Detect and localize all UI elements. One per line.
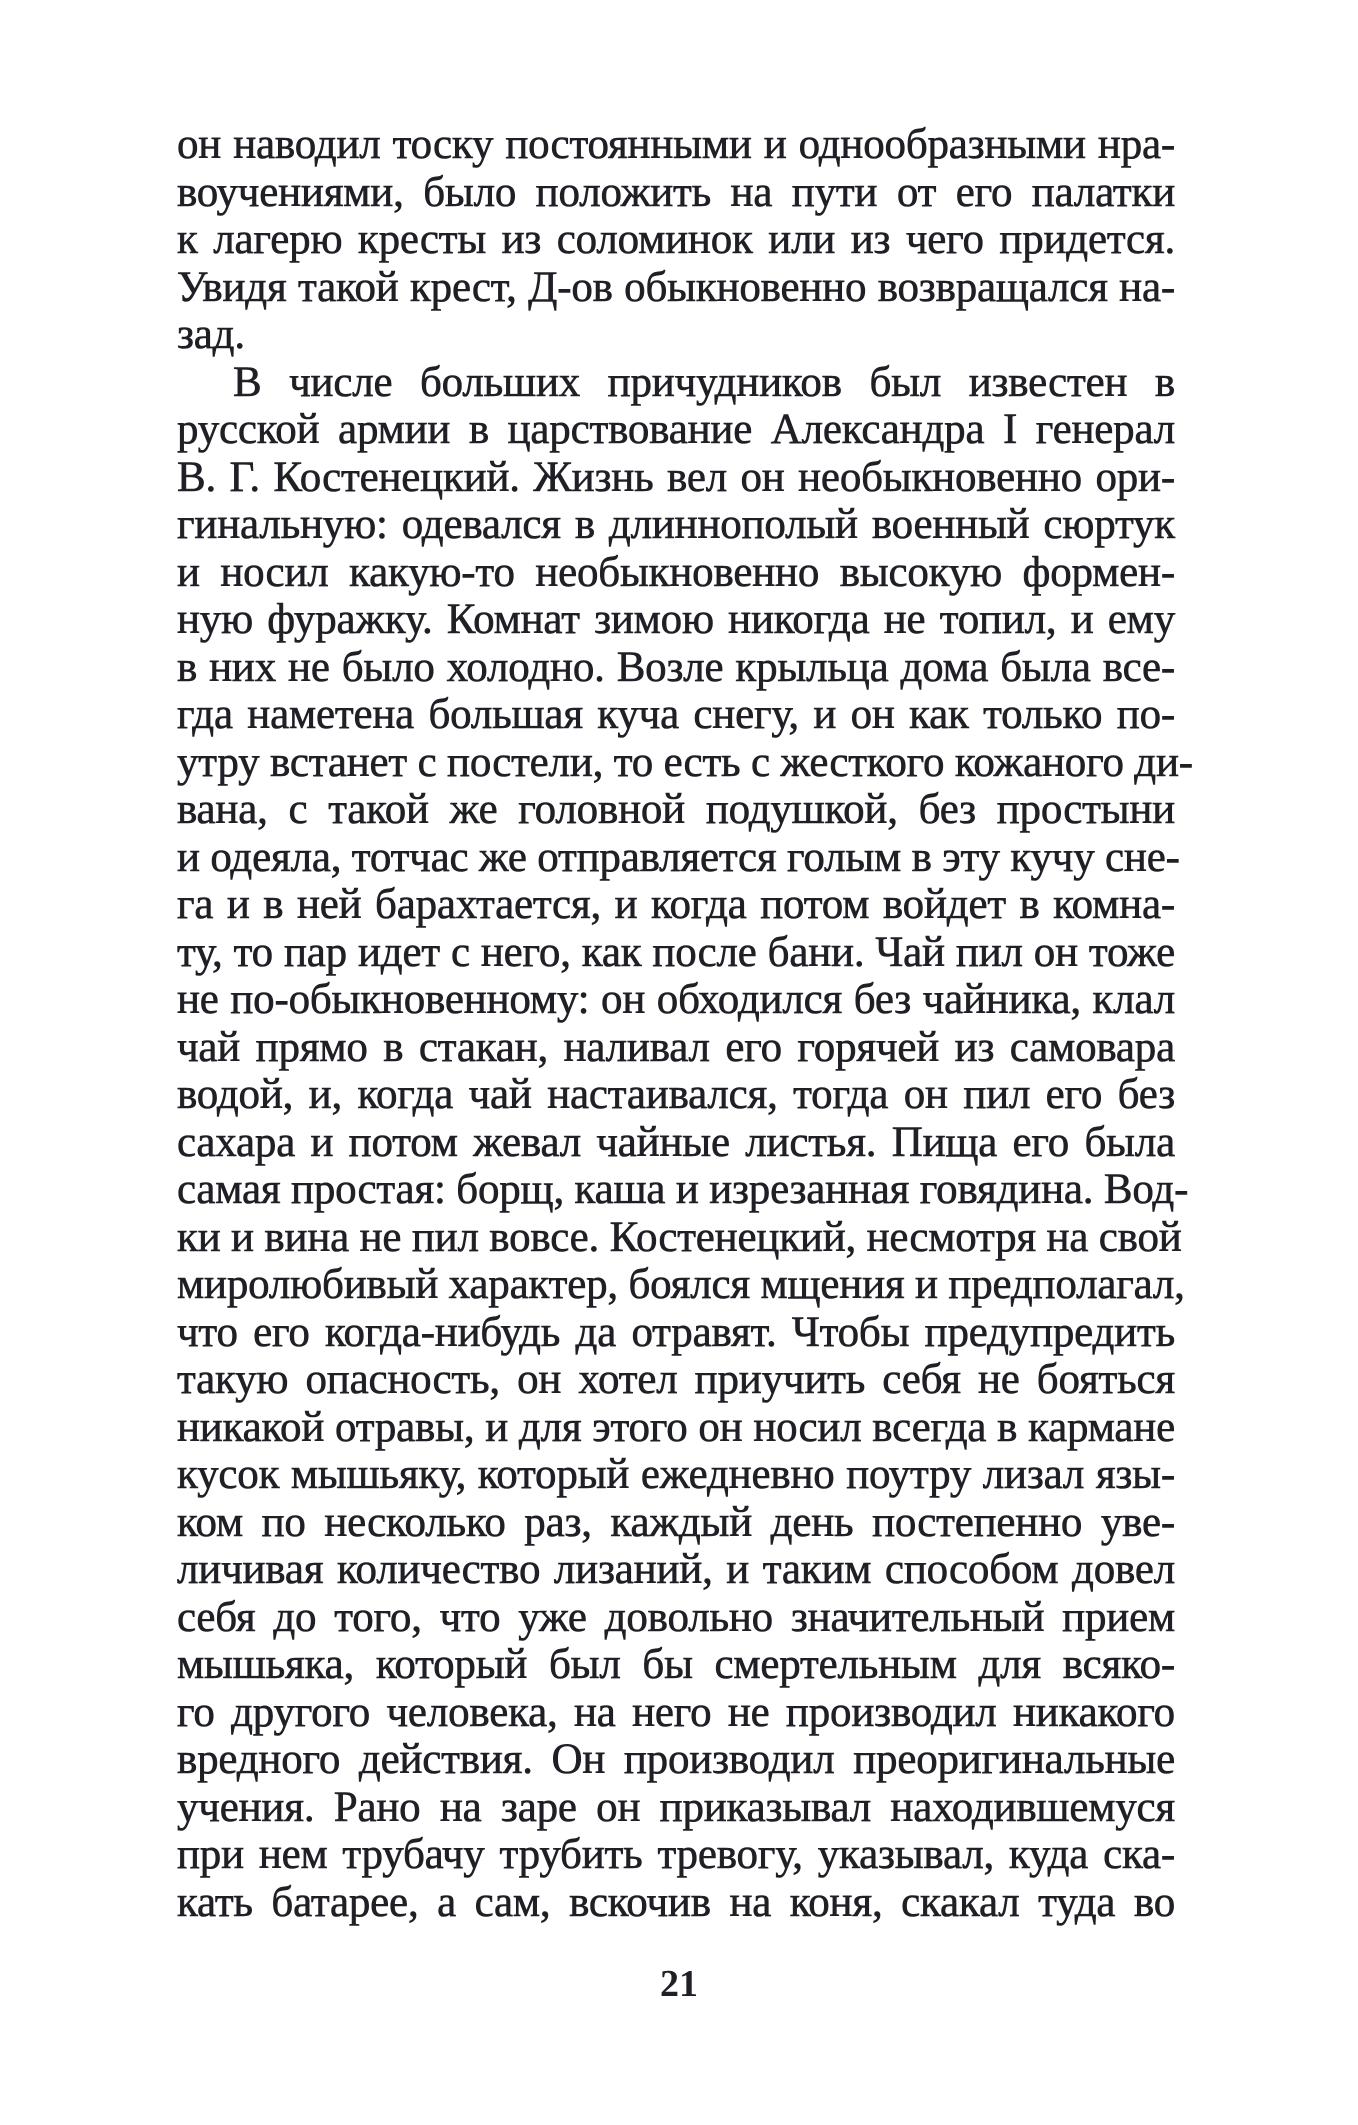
text-line: такую опасность, он хотел приучить себя не бояться xyxy=(177,1356,1175,1403)
text-line: В. Г. Костенецкий. Жизнь вел он необыкновенно ори- xyxy=(177,453,1175,501)
page-number: 21 xyxy=(660,1963,698,2005)
text-line: себя до того, что уже довольно значительный прием xyxy=(177,1593,1175,1641)
text-line: вана, с такой же головной подушкой, без простыни xyxy=(177,786,1175,833)
text-line: не по-обыкновенному: он обходился без чайника, клал xyxy=(177,976,1175,1023)
text-line: никакой отравы, и для этого он носил всегда в кармане xyxy=(177,1403,1175,1451)
text-line: что его когда-нибудь да отравят. Чтобы предупредить xyxy=(177,1308,1175,1356)
text-line: утру встанет с постели, то есть с жесткого кожаного ди- xyxy=(177,738,1193,786)
text-line: личивая количество лизаний, и таким способом довел xyxy=(177,1546,1175,1593)
text-line: вредного действия. Он производил преоригинальные xyxy=(177,1736,1175,1783)
text-line: при нем трубачу трубить тревогу, указывал, куда ска- xyxy=(177,1831,1175,1878)
text-line: га и в ней барахтается, и когда потом войдет в комна- xyxy=(177,881,1175,928)
text-line: учения. Рано на заре он приказывал находившемуся xyxy=(177,1783,1175,1831)
text-line: в них не было холодно. Возле крыльца дома была все- xyxy=(177,643,1175,691)
text-line: самая простая: борщ, каша и изрезанная говядина. Вод- xyxy=(177,1166,1189,1213)
text-line: гинальную: одевался в длиннополый военный сюртук xyxy=(177,501,1175,548)
text-line: миролюбивый характер, боялся мщения и предполагал, xyxy=(177,1261,1185,1308)
text-line: ную фуражку. Комнат зимою никогда не топил, и ему xyxy=(177,596,1175,643)
text-line: воучениями, было положить на пути от его палатки xyxy=(177,168,1175,216)
page-body-text xyxy=(177,116,1193,1926)
text-line: ком по несколько раз, каждый день постепенно уве- xyxy=(177,1498,1175,1546)
text-line: и одеяла, тотчас же отправляется голым в эту кучу сне- xyxy=(177,833,1180,881)
text-line: сахара и потом жевал чайные листья. Пища его была xyxy=(177,1118,1175,1166)
text-line: го другого человека, на него не производил никакого xyxy=(177,1688,1175,1736)
text-line: русской армии в царствование Александра I генерал xyxy=(177,406,1175,453)
text-line: кать батарее, а сам, вскочив на коня, скакал туда во xyxy=(177,1878,1175,1926)
text-line: ки и вина не пил вовсе. Костенецкий, несмотря на свой xyxy=(177,1213,1182,1261)
text-line: мышьяка, который был бы смертельным для всяко- xyxy=(177,1641,1175,1688)
text-line: чай прямо в стакан, наливал его горячей из самовара xyxy=(177,1023,1175,1071)
text-line: Увидя такой крест, Д-ов обыкновенно возвращался на- xyxy=(177,263,1175,311)
text-line: гда наметена большая куча снегу, и он как только по- xyxy=(177,691,1175,738)
text-line: В числе больших причудников был известен в xyxy=(233,358,1175,406)
text-line: водой, и, когда чай настаивался, тогда он пил его без xyxy=(177,1071,1175,1118)
text-line: зад. xyxy=(177,311,245,358)
text-line: ту, то пар идет с него, как после бани. Чай пил он тоже xyxy=(177,928,1175,976)
text-line: кусок мышьяку, который ежедневно поутру лизал язы- xyxy=(177,1451,1175,1498)
text-line: он наводил тоску постоянными и однообразными нра- xyxy=(177,121,1175,168)
text-line: к лагерю кресты из соломинок или из чего придется. xyxy=(177,216,1175,263)
text-line: и носил какую-то необыкновенно высокую формен- xyxy=(177,548,1175,596)
